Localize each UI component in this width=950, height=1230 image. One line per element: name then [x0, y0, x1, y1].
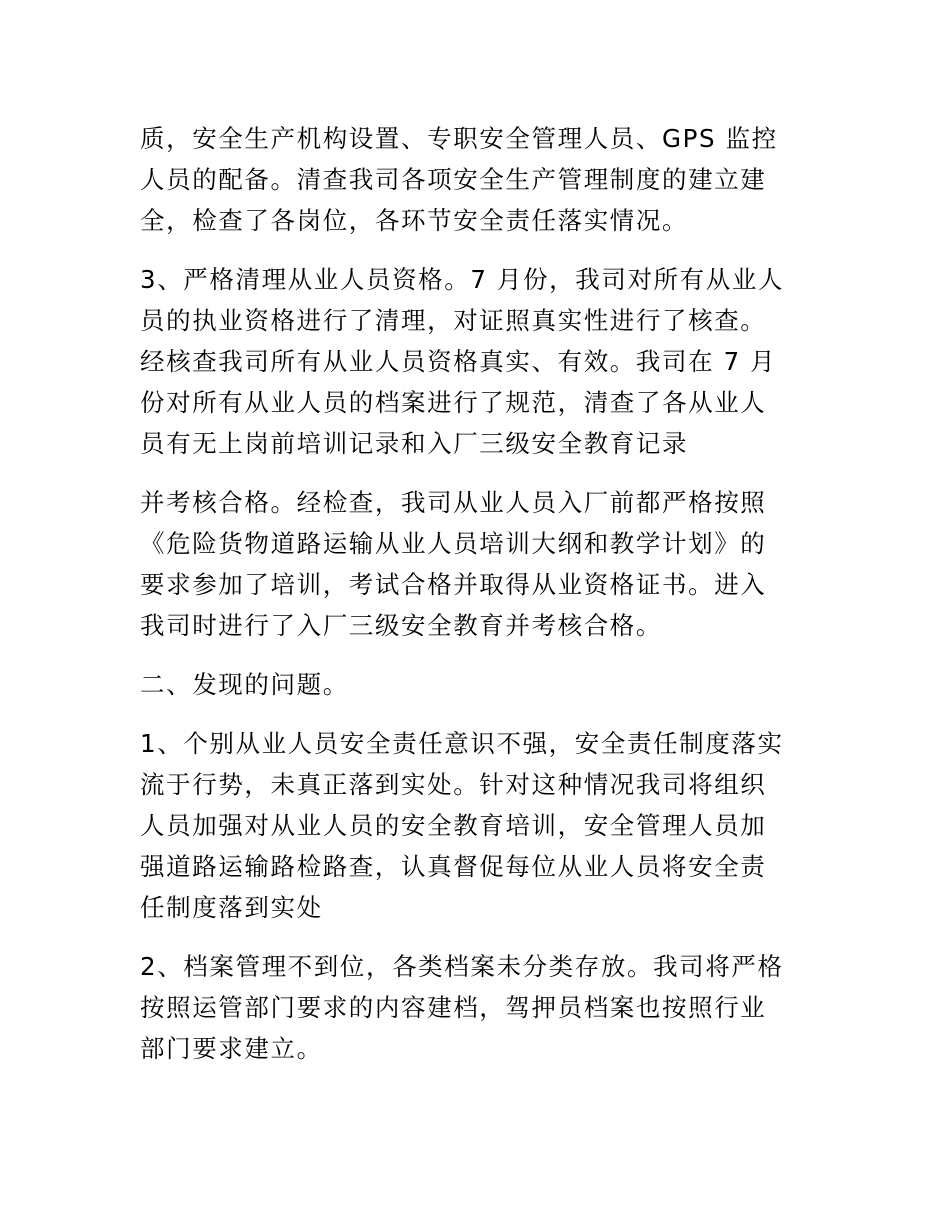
text-line: 人员加强对从业人员的安全教育培训，安全管理人员加	[140, 811, 767, 840]
text-line: 员有无上岗前培训记录和入厂三级安全教育记录	[140, 429, 689, 458]
text-line: 人员的配备。清查我司各项安全生产管理制度的建立建	[140, 165, 767, 194]
text-line: 经核查我司所有从业人员资格真实、有效。我司在 7 月	[140, 347, 777, 376]
document-body	[140, 118, 815, 1087]
paragraph-training-assessment	[140, 482, 815, 646]
text-line: 任制度落到实处	[140, 893, 323, 922]
text-line: 3、严格清理从业人员资格。7 月份，我司对所有从业人	[140, 265, 785, 294]
text-line: 份对所有从业人员的档案进行了规范，清查了各从业人	[140, 388, 767, 417]
text-line: 1、个别从业人员安全责任意识不强，安全责任制度落实	[140, 729, 784, 758]
text-line: 按照运管部门要求的内容建档，驾押员档案也按照行业	[140, 993, 767, 1022]
text-line: 流于行势，未真正落到实处。针对这种情况我司将组织	[140, 770, 767, 799]
text-line: 并考核合格。经检查，我司从业人员入厂前都严格按照	[140, 488, 767, 517]
paragraph-problem-1	[140, 723, 815, 928]
text-line: 强道路运输路检路查，认真督促每位从业人员将安全责	[140, 852, 767, 881]
text-line: 部门要求建立。	[140, 1034, 323, 1063]
text-line: 质，安全生产机构设置、专职安全管理人员、GPS 监控	[140, 124, 778, 153]
paragraph-problem-2	[140, 946, 815, 1069]
text-line: 员的执业资格进行了清理，对证照真实性进行了核查。	[140, 306, 767, 335]
paragraph-staff-qualification	[140, 259, 815, 464]
text-line: 我司时进行了入厂三级安全教育并考核合格。	[140, 611, 662, 640]
text-line: 2、档案管理不到位，各类档案未分类存放。我司将严格	[140, 952, 784, 981]
text-line: 全，检查了各岗位，各环节安全责任落实情况。	[140, 206, 689, 235]
text-line: 要求参加了培训，考试合格并取得从业资格证书。进入	[140, 570, 767, 599]
text-line: 二、发现的问题。	[140, 670, 349, 699]
paragraph-safety-check-continued	[140, 118, 815, 241]
text-line: 《危险货物道路运输从业人员培训大纲和教学计划》的	[140, 529, 767, 558]
section-heading-problems-found	[140, 664, 815, 705]
